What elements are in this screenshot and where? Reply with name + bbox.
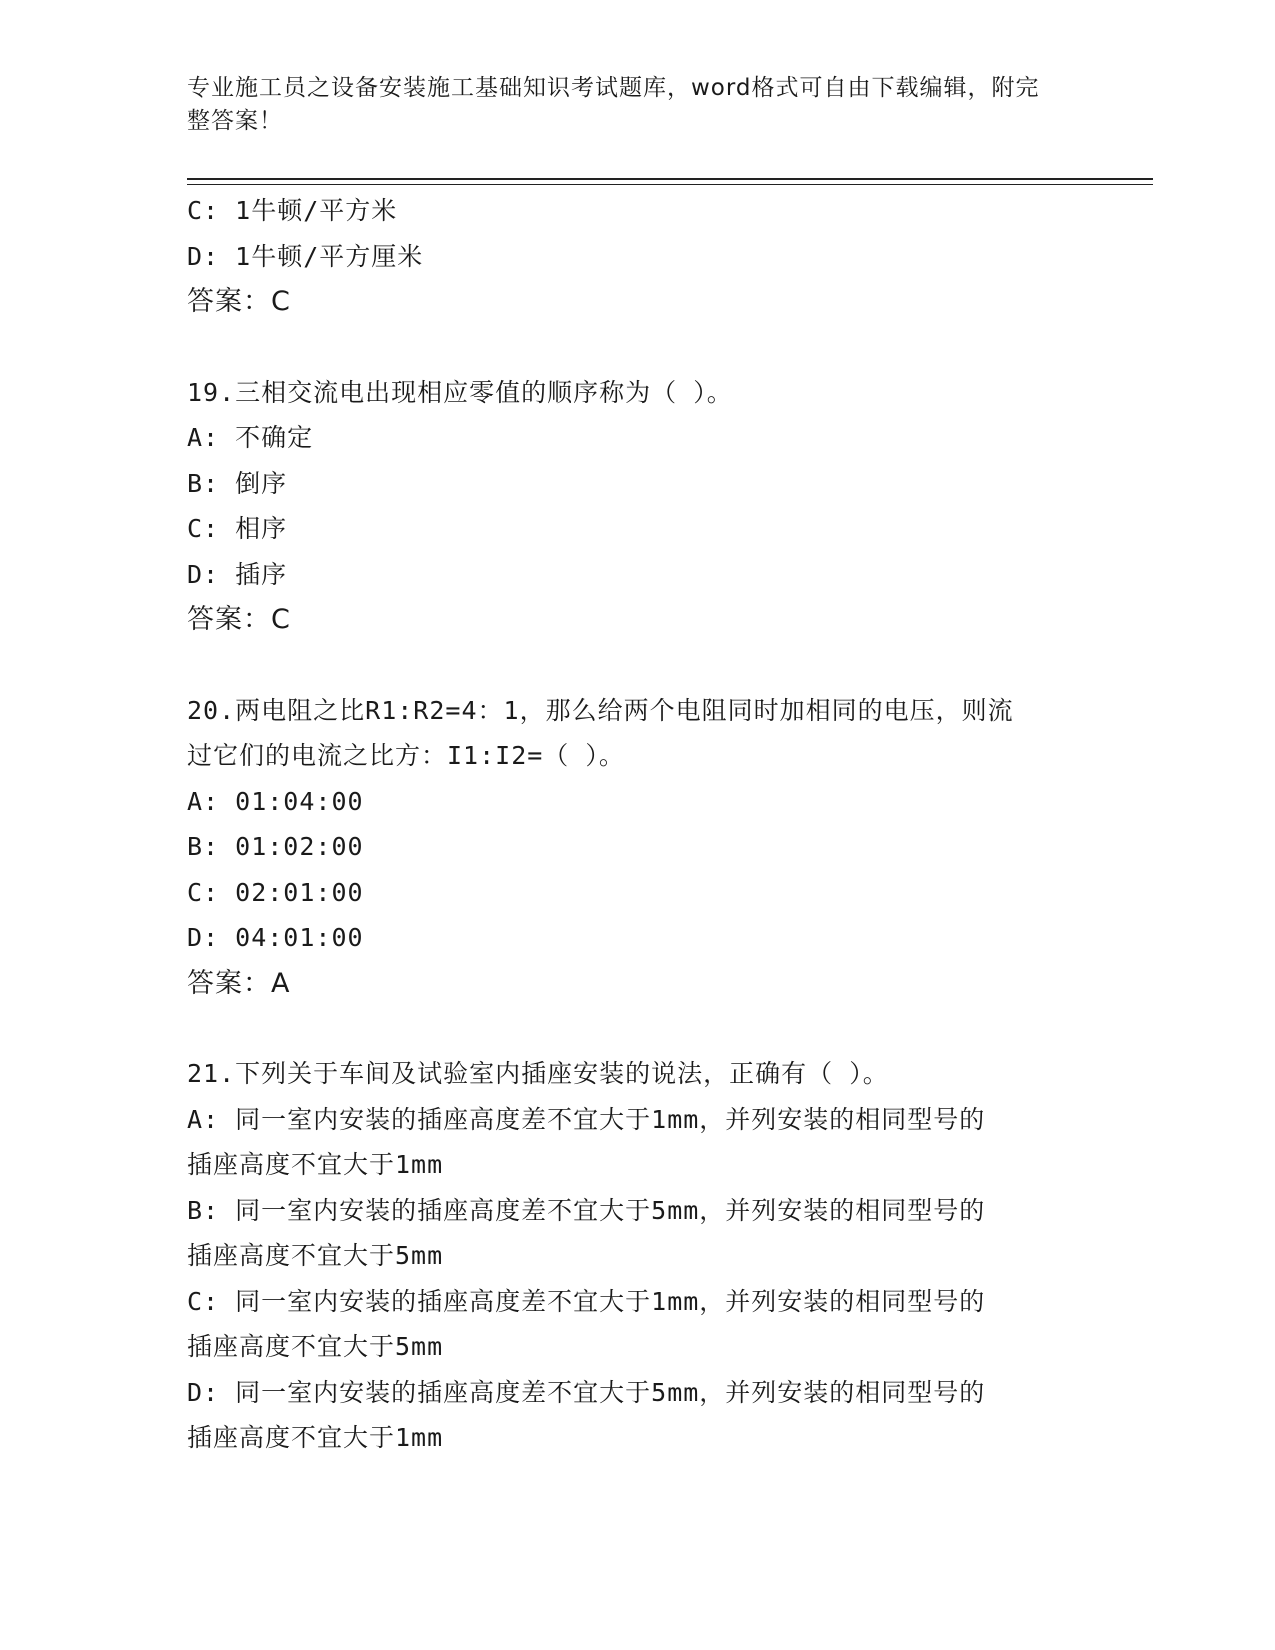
- question-stem: 19.三相交流电出现相应零值的顺序称为（ ）。: [187, 377, 733, 407]
- option-d-line-1: D: 同一室内安装的插座高度差不宜大于5mm，并列安装的相同型号的: [187, 1377, 986, 1407]
- question-stem: 21.下列关于车间及试验室内插座安装的说法，正确有（ ）。: [187, 1059, 889, 1088]
- option-c: [187, 1279, 1087, 1370]
- document-header: [187, 72, 1067, 138]
- option-b: B: 01:02:00: [187, 832, 364, 861]
- question-stem-line-2: 过它们的电流之比方：I1:I2=（ ）。: [187, 741, 625, 770]
- answer-line: 答案：A: [187, 967, 291, 999]
- option-d-line-2: 插座高度不宜大于1mm: [187, 1423, 444, 1452]
- option-b-line-2: 插座高度不宜大于5mm: [187, 1241, 444, 1270]
- question-18-tail: [187, 188, 1087, 325]
- option-a: A: 不确定: [187, 423, 314, 452]
- answer-line: 答案：C: [187, 604, 291, 635]
- header-line-2: 整答案！: [187, 108, 283, 134]
- option-d: D: 1牛顿/平方厘米: [187, 241, 424, 271]
- spacer: [187, 643, 1087, 688]
- question-20: [187, 688, 1087, 1007]
- header-divider-thin: [187, 184, 1153, 185]
- option-c: C: 1牛顿/平方米: [187, 196, 398, 225]
- option-b: [187, 1188, 1087, 1279]
- question-21: [187, 1051, 1087, 1461]
- option-b-line-1: B: 同一室内安装的插座高度差不宜大于5mm，并列安装的相同型号的: [187, 1195, 986, 1225]
- spacer: [187, 1006, 1087, 1051]
- option-a-line-1: A: 同一室内安装的插座高度差不宜大于1mm，并列安装的相同型号的: [187, 1104, 986, 1134]
- option-c: C: 02:01:00: [187, 877, 364, 907]
- option-d: D: 04:01:00: [187, 923, 364, 952]
- header-line-1: 专业施工员之设备安装施工基础知识考试题库，word格式可自由下载编辑，附完: [187, 75, 1040, 101]
- option-c-line-2: 插座高度不宜大于5mm: [187, 1332, 444, 1361]
- option-b: B: 倒序: [187, 468, 288, 498]
- header-divider-thick: [187, 178, 1153, 180]
- option-d: [187, 1370, 1087, 1461]
- option-c: C: 相序: [187, 514, 288, 543]
- question-stem-line-1: 20.两电阻之比R1:R2=4：1，那么给两个电阻同时加相同的电压，则流: [187, 695, 1014, 725]
- option-a: [187, 1097, 1087, 1188]
- answer-line: 答案：C: [187, 286, 291, 317]
- question-19: [187, 370, 1087, 643]
- spacer: [187, 325, 1087, 370]
- option-c-line-1: C: 同一室内安装的插座高度差不宜大于1mm，并列安装的相同型号的: [187, 1286, 986, 1316]
- option-a: A: 01:04:00: [187, 786, 364, 816]
- option-a-line-2: 插座高度不宜大于1mm: [187, 1150, 444, 1179]
- question-list: [187, 188, 1087, 1461]
- option-d: D: 插序: [187, 559, 288, 589]
